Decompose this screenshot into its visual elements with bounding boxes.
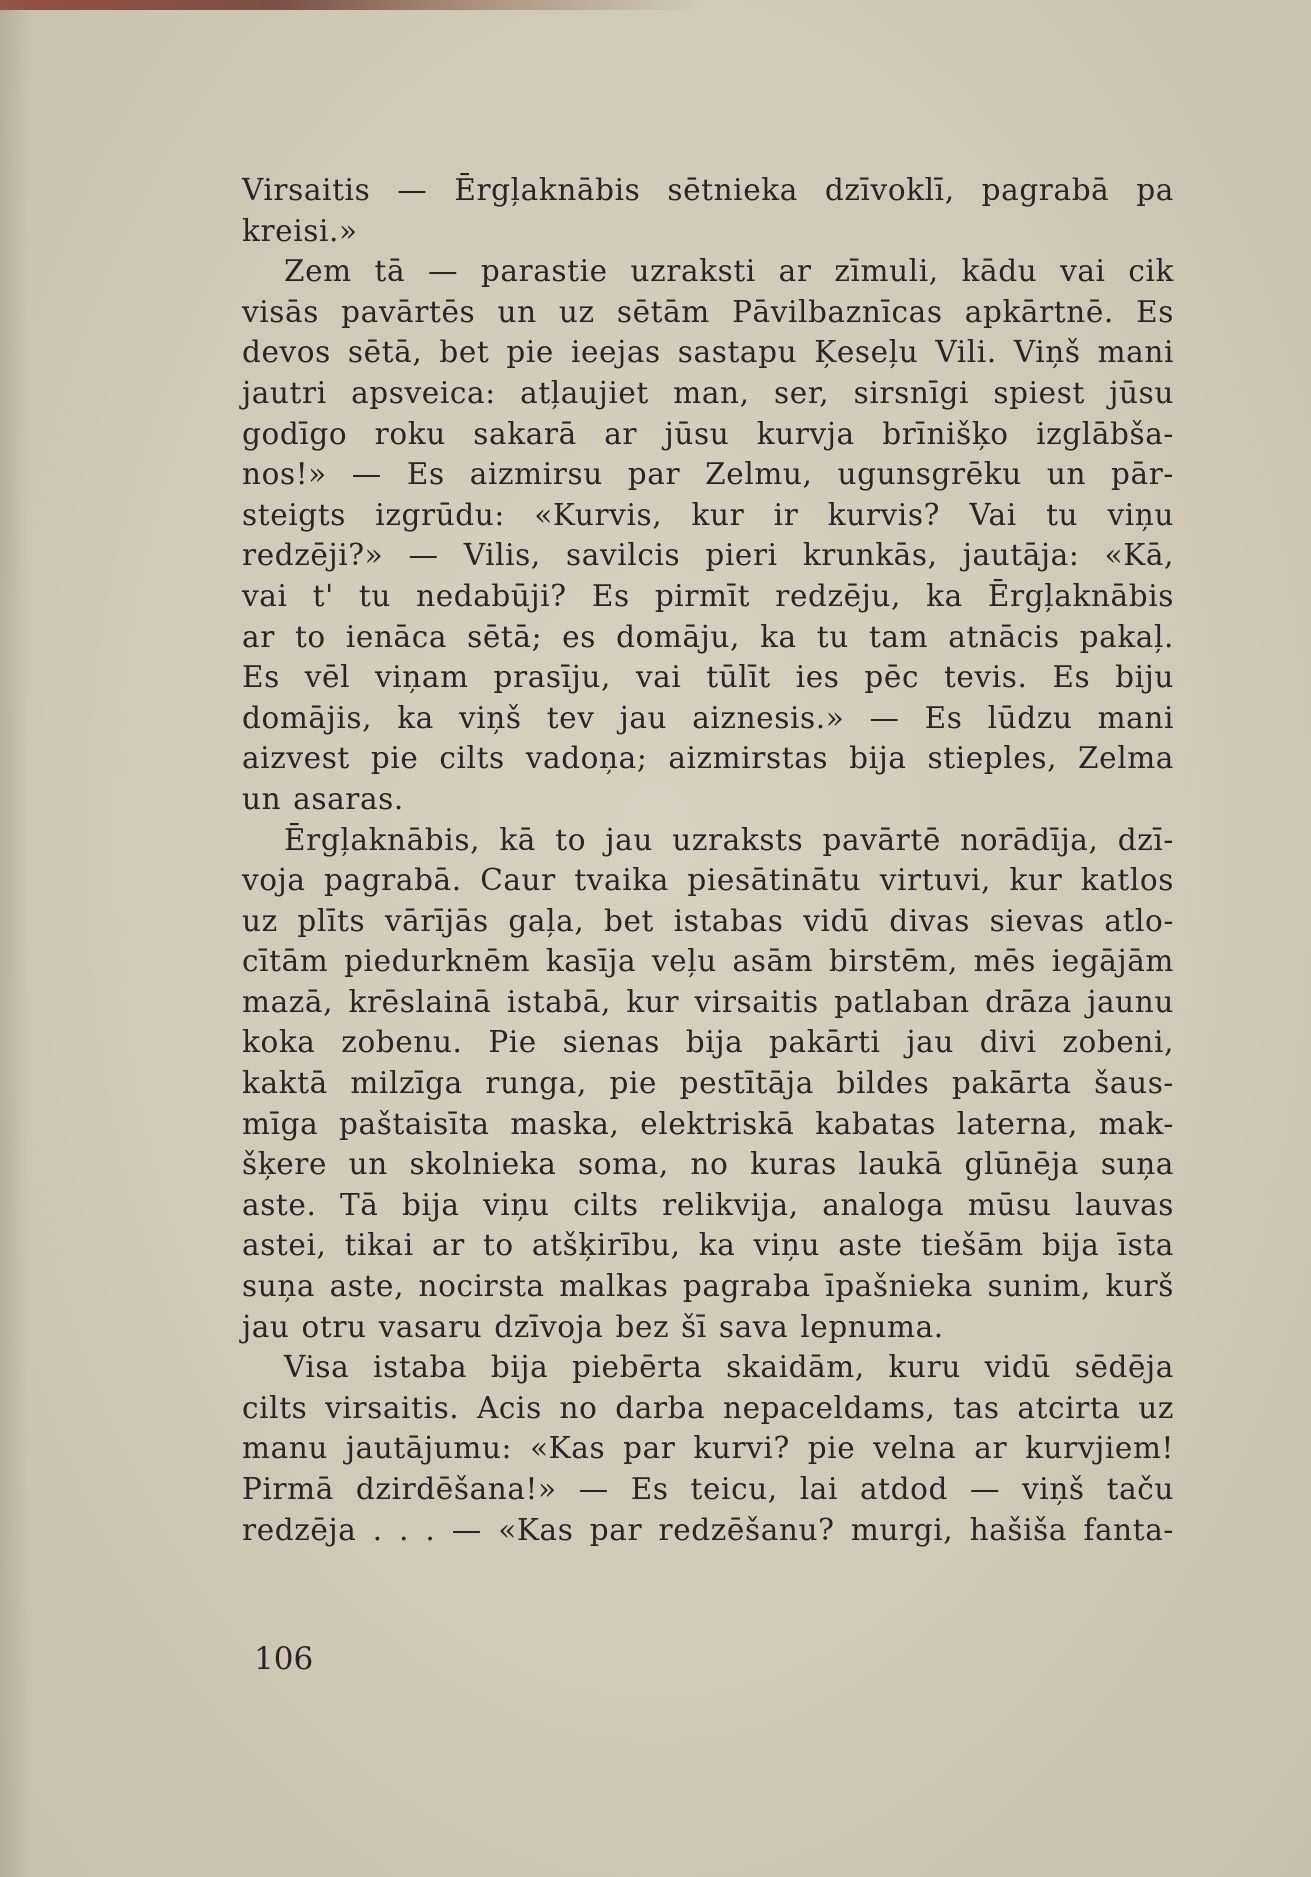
text-line: redzēja . . . — «Kas par redzēšanu? murgi, hašiša fanta- — [242, 1512, 1174, 1547]
page-number: 106 — [254, 1641, 314, 1677]
text-line: jau otru vasaru dzīvoja bez šī sava lepnuma. — [242, 1309, 944, 1344]
text-line: Pirmā dzirdēšana!» — Es teicu, lai atdod — viņš taču — [242, 1472, 1174, 1506]
text-line: aizvest pie cilts vadoņa; aizmirstas bija stieples, Zelma — [242, 741, 1174, 776]
page-top-edge — [0, 0, 700, 10]
text-line: nos!» — Es aizmirsu par Zelmu, ugunsgrēku un pār- — [242, 457, 1174, 492]
text-line: kreisi.» — [242, 213, 358, 248]
text-line: suņa aste, nocirsta malkas pagraba īpašnieka sunim, kurš — [242, 1269, 1174, 1304]
text-line: manu jautājumu: «Kas par kurvi? pie velna ar kurvjiem! — [242, 1431, 1174, 1466]
text-line: mazā, krēslainā istabā, kur virsaitis patlaban drāza jaunu — [242, 984, 1174, 1019]
text-line: astei, tikai ar to atšķirību, ka viņu aste tiešām bija īsta — [242, 1228, 1174, 1263]
text-line: Ērgļaknābis, kā to jau uzraksts pavārtē norādīja, dzī- — [284, 822, 1174, 857]
text-line: ar to ienāca sētā; es domāju, ka tu tam atnācis pakaļ. — [242, 619, 1174, 654]
text-line: mīga paštaisīta maska, elektriskā kabatas laterna, mak- — [242, 1106, 1174, 1141]
text-line: koka zobenu. Pie sienas bija pakārti jau divi zobeni, — [242, 1025, 1174, 1060]
text-line: domājis, ka viņš tev jau aiznesis.» — Es lūdzu mani — [242, 700, 1174, 735]
text-line: godīgo roku sakarā ar jūsu kurvja brīnišķo izglābša- — [242, 416, 1174, 451]
body-text — [242, 170, 1174, 1550]
text-line: voja pagrabā. Caur tvaika piesātinātu virtuvi, kur katlos — [242, 863, 1174, 898]
text-line: visās pavārtēs un uz sētām Pāvilbaznīcas apkārtnē. Es — [242, 294, 1174, 329]
text-line: cītām piedurknēm kasīja veļu asām birstēm, mēs iegājām — [242, 944, 1174, 979]
text-line: jautri apsveica: atļaujiet man, ser, sirsnīgi spiest jūsu — [242, 375, 1174, 410]
text-line: Virsaitis — Ērgļaknābis sētnieka dzīvoklī, pagrabā pa — [242, 173, 1174, 207]
text-line: uz plīts vārījās gaļa, bet istabas vidū divas sievas atlo- — [242, 903, 1174, 938]
text-line: steigts izgrūdu: «Kurvis, kur ir kurvis? Vai tu viņu — [242, 497, 1174, 532]
text-line: vai t' tu nedabūji? Es pirmīt redzēju, ka Ērgļaknābis — [242, 578, 1174, 613]
text-line: kaktā milzīga runga, pie pestītāja bildes pakārta šaus- — [242, 1066, 1174, 1101]
text-line: redzēji?» — Vilis, savilcis pieri krunkās, jautāja: «Kā, — [242, 538, 1174, 573]
page-gutter-shadow — [0, 0, 30, 1877]
text-line: Es vēl viņam prasīju, vai tūlīt ies pēc tevis. Es biju — [242, 660, 1174, 695]
text-line: un asaras. — [242, 781, 404, 816]
text-line: devos sētā, bet pie ieejas sastapu Ķeseļu Vili. Viņš mani — [242, 335, 1174, 370]
text-line: aste. Tā bija viņu cilts relikvija, analoga mūsu lauvas — [242, 1187, 1174, 1222]
text-line: cilts virsaitis. Acis no darba nepaceldams, tas atcirta uz — [242, 1390, 1174, 1425]
text-line: šķere un skolnieka soma, no kuras laukā glūnēja suņa — [242, 1147, 1174, 1182]
text-line: Visa istaba bija piebērta skaidām, kuru vidū sēdēja — [284, 1350, 1174, 1385]
text-line: Zem tā — parastie uzraksti ar zīmuli, kādu vai cik — [284, 254, 1174, 289]
